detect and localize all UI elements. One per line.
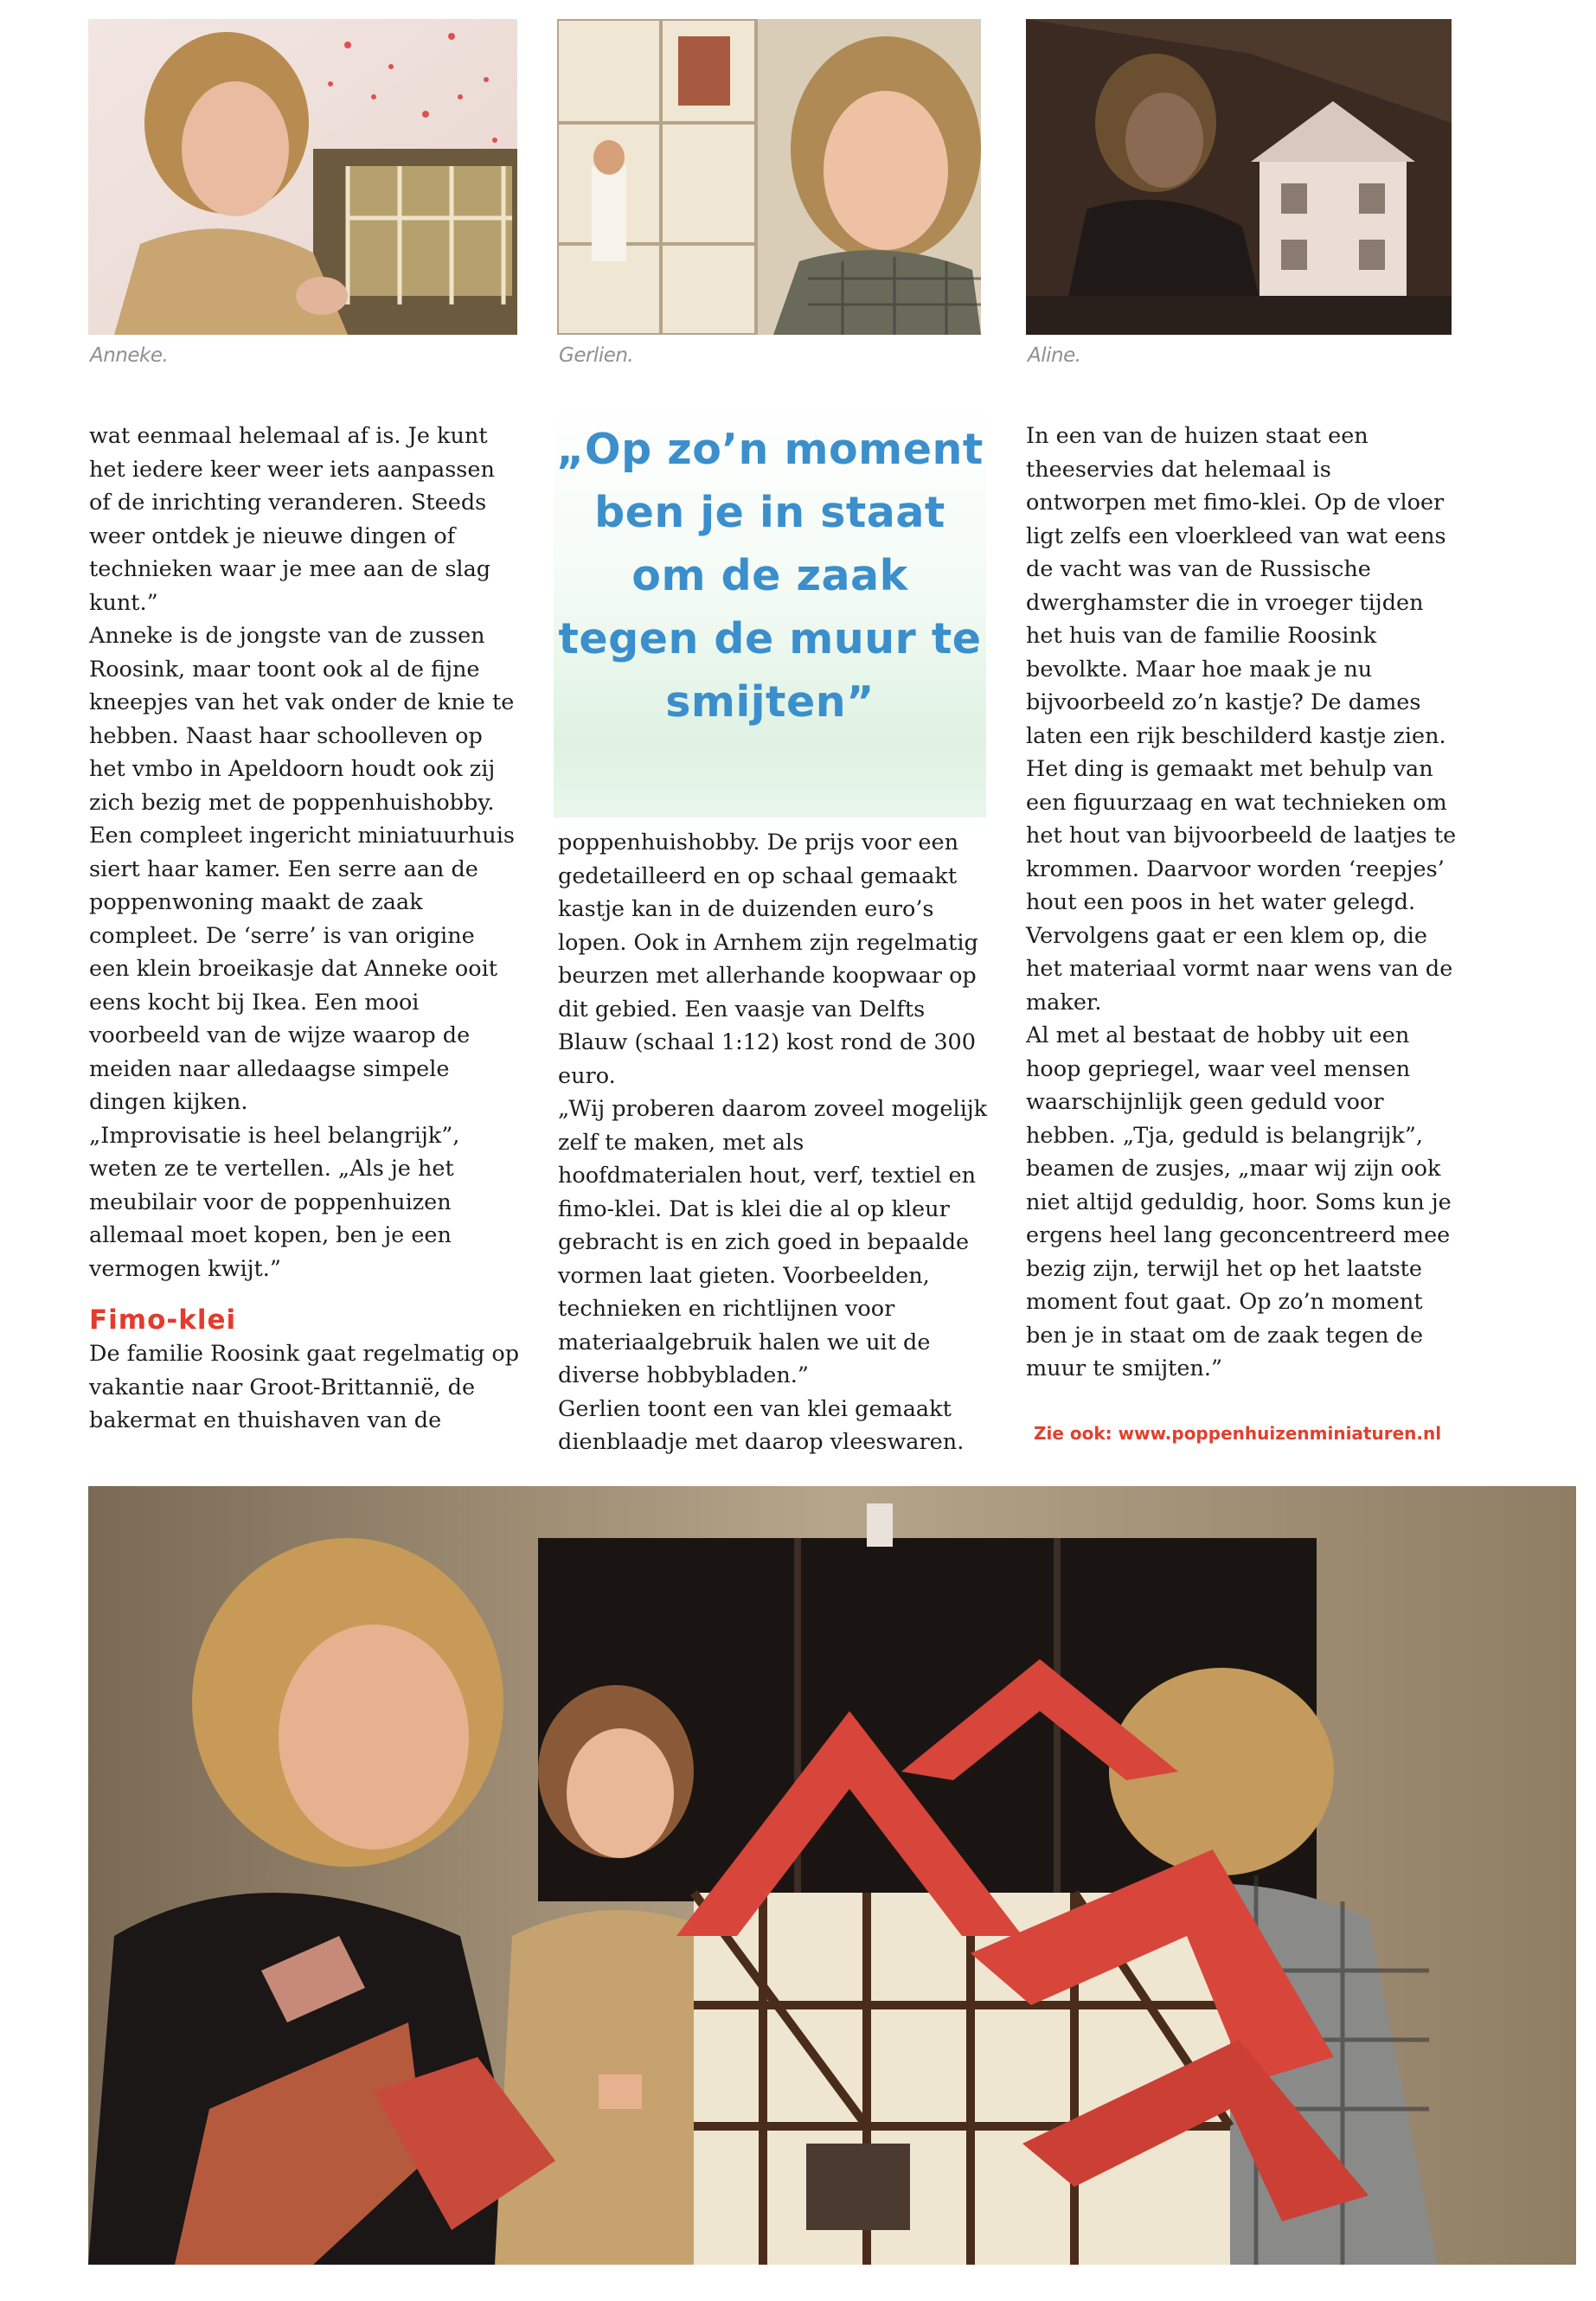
pull-quote-line: „Op zo’n moment <box>556 425 984 474</box>
subhead-fimo-klei: Fimo-klei <box>89 1304 237 1336</box>
photo-aline <box>1026 19 1452 335</box>
column3-paragraph-1: In een van de huizen staat een theeservies dat helemaal is ontworpen met fimo-klei. Op de vloer ligt zelfs een vloerkleed van wat eens de vacht was van de Russische dwerghamster die in vroeger tijden het huis van de familie Roosink bevolkte. Maar hoe maak je nu bijvoorbeeld zo’n kastje? De dames laten een rijk beschilderd kastje zien. Het ding is gemaakt met behulp van een figuurzaag en wat technieken om het hout van bijvoorbeeld de laatjes te krommen. Daarvoor worden ‘reepjes’ hout een poos in het water gelegd. Vervolgens gaat er een klem op, die het materiaal vormt naar wens van de maker. <box>1026 423 1457 1016</box>
column2-paragraph-2: „Wij proberen daarom zoveel mogelijk zelf te maken, met als hoofdmaterialen hout, verf, textiel en fimo-klei. Dat is klei die al op kleur gebracht is en zich goed in bepaalde vormen laat gieten. Voorbeelden, technieken en richtlijnen voor materiaalgebruik halen we uit de diverse hobbybladen.” <box>558 1096 988 1388</box>
photo-aline-image <box>1026 19 1452 335</box>
photo-anneke <box>88 19 517 335</box>
pull-quote-line: om de zaak <box>631 551 908 600</box>
article-column-3 <box>1026 420 1458 1386</box>
pull-quote-line: tegen de muur te <box>558 614 982 663</box>
caption-aline: Aline. <box>1028 344 1081 367</box>
pull-quote-line: smijten” <box>665 677 875 727</box>
photo-anneke-image <box>88 19 517 335</box>
article-column-2 <box>558 826 990 1459</box>
column3-paragraph-2: Al met al bestaat de hobby uit een hoop gepriegel, waar veel mensen waarschijnlijk geen geduld voor hebben. „Tja, geduld is belangrijk”, beamen de zusjes, „maar wij zijn ook niet altijd geduldig, hoor. Soms kun je ergens heel lang geconcentreerd mee bezig zijn, terwijl het op het laatste moment fout gaat. Op zo’n moment ben je in staat om de zaak tegen de muur te smijten.” <box>1026 1022 1452 1381</box>
pull-quote-line: ben je in staat <box>594 488 945 537</box>
caption-gerlien: Gerlien. <box>559 344 634 367</box>
column1-paragraph-4: De familie Roosink gaat regelmatig op vakantie naar Groot-Brittannië, de bakermat en thuishaven van de <box>89 1341 520 1433</box>
photo-dollhouse-group-image <box>88 1486 1576 2265</box>
pull-quote <box>554 418 986 734</box>
pull-quote-box <box>554 394 986 817</box>
caption-anneke: Anneke. <box>90 344 169 367</box>
photo-gerlien <box>557 19 981 335</box>
photo-gerlien-image <box>557 19 981 335</box>
see-also-link[interactable]: Zie ook: www.poppenhuizenminiaturen.nl <box>1034 1423 1442 1444</box>
photo-dollhouse-group <box>88 1486 1576 2265</box>
article-column-1 <box>89 420 522 1438</box>
column1-paragraph-1: wat eenmaal helemaal af is. Je kunt het iedere keer weer iets aanpassen of de inrichting veranderen. Steeds weer ontdek je nieuwe dingen of technieken waar je mee aan de slag kunt.” <box>89 423 495 616</box>
column1-paragraph-2: Anneke is de jongste van de zussen Roosink, maar toont ook al de fijne kneepjes van het vak onder de knie te hebben. Naast haar schoolleven op het vmbo in Apeldoorn houdt ook zij zich bezig met de poppenhuishobby. Een compleet ingericht miniatuurhuis siert haar kamer. Een serre aan de poppenwoning maakt de zaak compleet. De ‘serre’ is van origine een klein broeikasje dat Anneke ooit eens kocht bij Ikea. Een mooi voorbeeld van de wijze waarop de meiden naar alledaagse simpele dingen kijken. <box>89 623 515 1115</box>
column2-paragraph-3: Gerlien toont een van klei gemaakt dienblaadje met daarop vleeswaren. <box>558 1395 965 1455</box>
column1-paragraph-3: „Improvisatie is heel belangrijk”, weten ze te vertellen. „Als je het meubilair voor de poppenhuizen allemaal moet kopen, ben je een vermogen kwijt.” <box>89 1122 460 1282</box>
column2-paragraph-1: poppenhuishobby. De prijs voor een gedetailleerd en op schaal gemaakt kastje kan in de duizenden euro’s lopen. Ook in Arnhem zijn regelmatig beurzen met allerhande koopwaar op dit gebied. Een vaasje van Delfts Blauw (schaal 1:12) kost rond de 300 euro. <box>558 830 978 1089</box>
